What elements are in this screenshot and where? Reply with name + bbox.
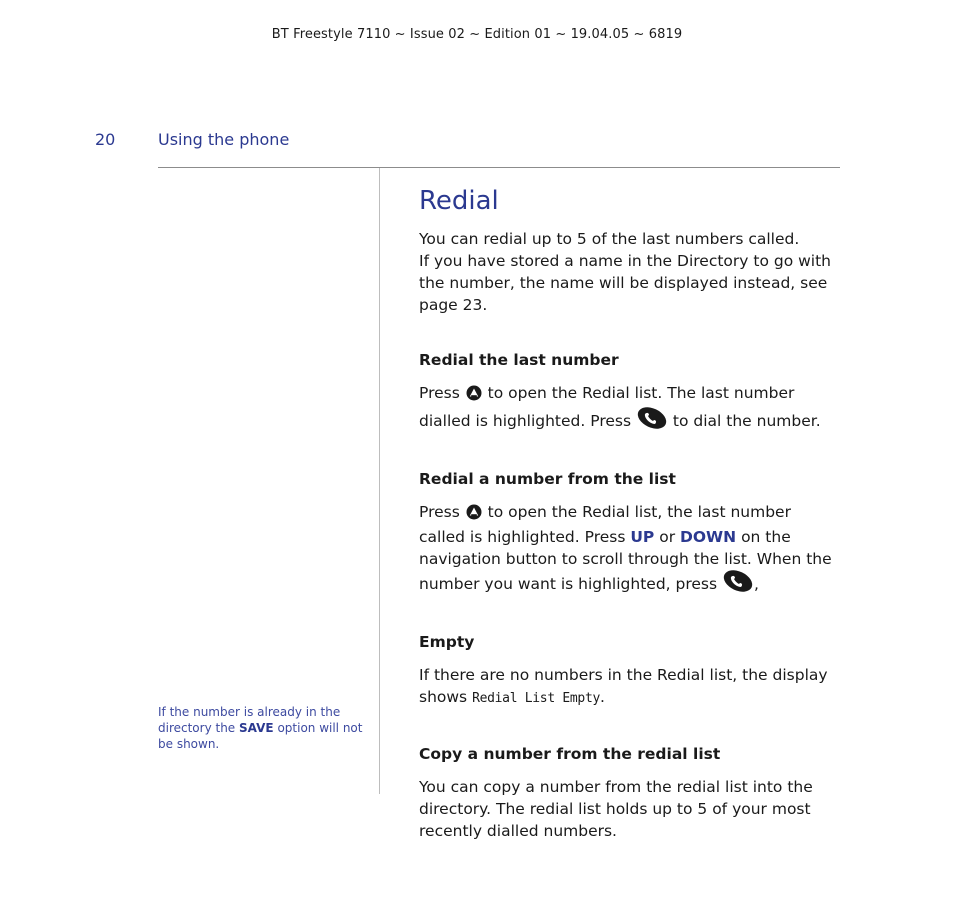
redial-key-icon (465, 385, 483, 407)
subheading-redial-last: Redial the last number (419, 351, 619, 369)
section-title: Using the phone (158, 130, 290, 149)
subheading-empty: Empty (419, 633, 475, 651)
paragraph-redial-from-list: Press to open the Redial list, the last number called is highlighted. Press UP or DOWN on the navigation button to scroll through the list. When the number you want is highlighted, press , (419, 501, 841, 598)
intro-line-2: If you have stored a name in the Directory to go with the number, the name will be displayed instead, see page 23. (419, 252, 832, 314)
main-content (419, 184, 841, 842)
paragraph-redial-last: Press to open the Redial list. The last number dialled is highlighted. Press to dial the number. (419, 382, 841, 435)
talk-key-icon (722, 570, 754, 598)
subheading-redial-from-list: Redial a number from the list (419, 470, 676, 488)
page-number: 20 (95, 130, 116, 149)
sidebar-note: If the number is already in the directory the SAVE option will not be shown. (158, 705, 363, 751)
paragraph-copy-number: You can copy a number from the redial list into the directory. The redial list holds up to 5 of your most recently dialled numbers. (419, 778, 813, 840)
redial-key-icon (465, 504, 483, 526)
save-option-label: SAVE (239, 721, 274, 735)
header-divider (158, 167, 840, 168)
down-key-label: DOWN (680, 528, 737, 546)
up-key-label: UP (630, 528, 655, 546)
talk-key-icon (636, 407, 668, 435)
edition-line: BT Freestyle 7110 ~ Issue 02 ~ Edition 01 ~ 19.04.05 ~ 6819 (271, 27, 683, 42)
paragraph-empty: If there are no numbers in the Redial list, the display shows Redial List Empty. (419, 666, 828, 706)
page-heading: Redial (419, 186, 499, 216)
subheading-copy-number: Copy a number from the redial list (419, 745, 721, 763)
column-divider (379, 168, 380, 794)
display-text: Redial List Empty (472, 691, 601, 706)
intro-line-1: You can redial up to 5 of the last numbers called. (419, 230, 800, 248)
